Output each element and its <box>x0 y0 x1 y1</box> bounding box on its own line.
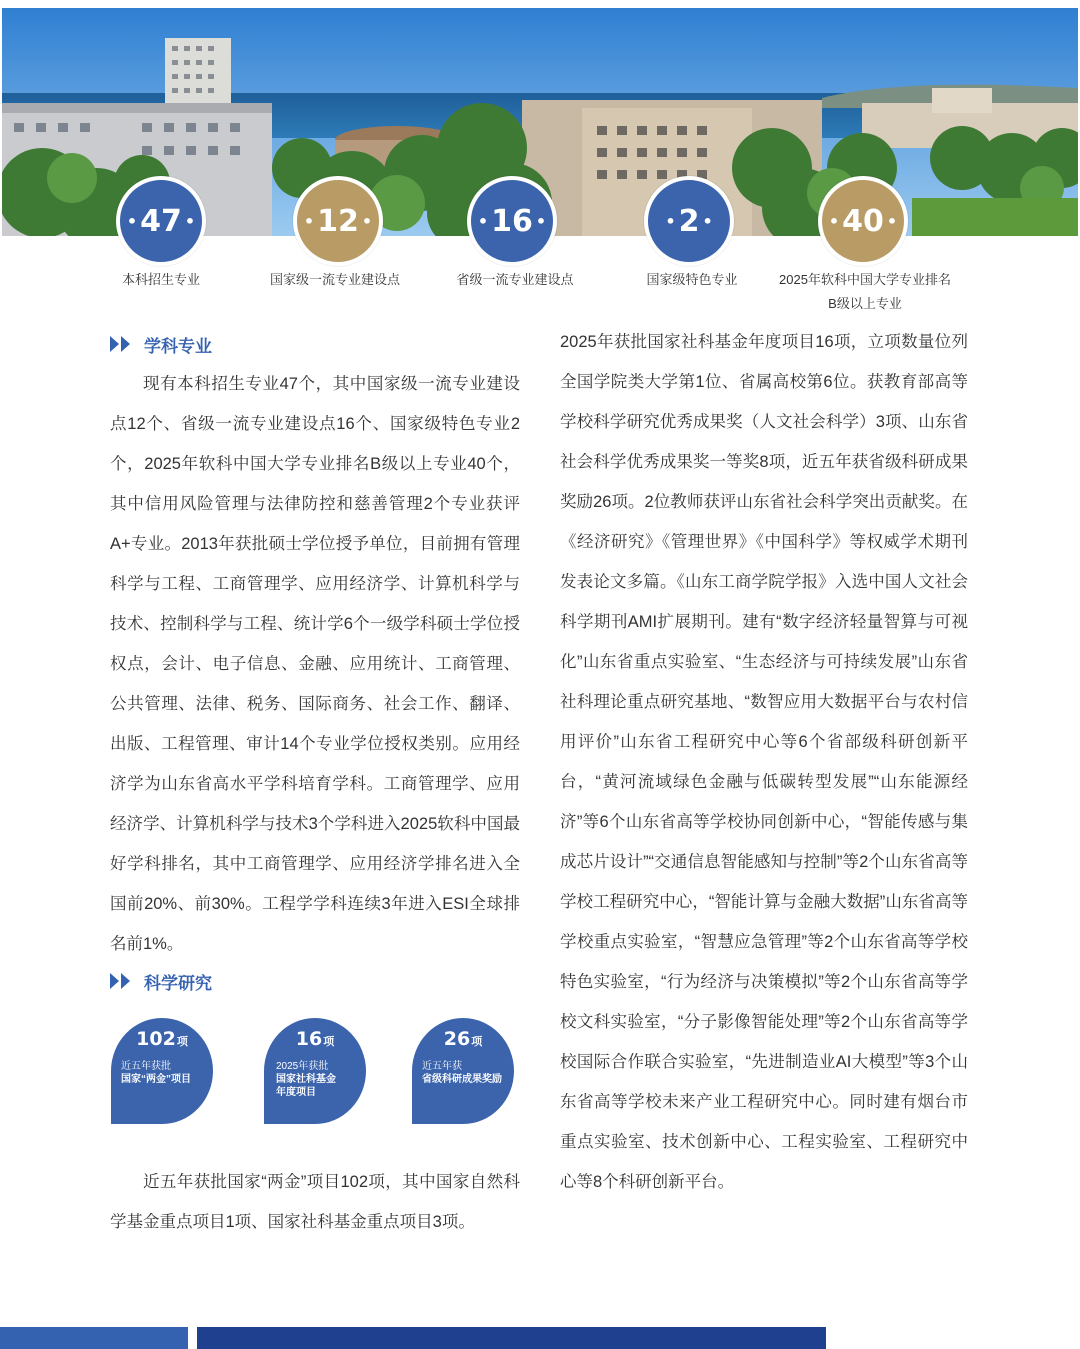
research-paragraph-right: 2025年获批国家社科基金年度项目16项，立项数量位列全国学院类大学第1位、省属高校第6位。获教育部高等学校科学研究优秀成果奖（人文社会科学）3项、山东省社会科学优秀成果奖一等奖8项，近五年获省级科研成果奖励26项。2位教师获评山东省社会科学突出贡献奖。在《经济研究》《管理世界》《中国科学》等权威学术期刊发表论文多篇。《山东工商学院学报》入选中国人文社会科学期刊AMI扩展期刊。建有“数字经济轻量智算与可视化”山东省重点实验室、“生态经济与可持续发展”山东省社科理论重点研究基地、“数智应用大数据平台与农村信用评价”山东省工程研究中心等6个省部级科研创新平台，“黄河流域绿色金融与低碳转型发展”“山东能源经济”等6个山东省高等学校协同创新中心，“智能传感与集成芯片设计”“交通信息智能感知与控制”等2个山东省高等学校工程研究中心，“智能计算与金融大数据”山东省高等学校重点实验室，“智慧应急管理”等2个山东省高等学校特色实验室，“行为经济与决策模拟”等2个山东省高等学校文科实验室，“分子影像智能处理”等2个山东省高等学校国际合作联合实验室，“先进制造业AI大模型”等3个山东省高等学校未来产业工程研究中心。同时建有烟台市重点实验室、技术创新中心、工程实验室、工程研究中心等8个科研创新平台。 <box>560 333 968 1191</box>
stat-circle: • 2 • <box>644 176 734 266</box>
stat-label: 省级一流专业建设点 <box>456 272 574 287</box>
bubble-number: 102项 <box>136 1028 188 1050</box>
discipline-paragraph: 现有本科招生专业47个，其中国家级一流专业建设点12个、省级一流专业建设点16个、国家级特色专业2个，2025年软科中国大学专业排名B级以上专业40个，其中信用风险管理与法律防控和慈善管理2个专业获评A+专业。2013年获批硕士学位授予单位，目前拥有管理科学与工程、工商管理学、应用经济学、计算机科学与技术、控制科学与工程、统计学6个一级学科硕士学位授权点，会计、电子信息、金融、应用统计、工商管理、公共管理、法律、税务、国际商务、社会工作、翻译、出版、工程管理、审计14个专业学位授权类别。应用经济学为山东省高水平学科培育学科。工商管理学、应用经济学、计算机科学与技术3个学科进入2025软科中国最好学科排名，其中工商管理学、应用经济学排名进入全国前20%、前30%。工程学学科连续3年进入ESI全球排名前1%。 <box>110 375 520 953</box>
section-heading-discipline <box>110 333 212 355</box>
stat-circle: • 16 • <box>467 176 557 266</box>
bubble-number: 16项 <box>295 1028 335 1050</box>
section-title: 学科专业 <box>144 336 212 357</box>
research-bubble-projects <box>111 1018 213 1124</box>
research-paragraph-left: 近五年获批国家“两金”项目102项，其中国家自然科学基金重点项目1项、国家社科基金重点项目3项。 <box>110 1173 520 1231</box>
section-heading-research <box>110 970 212 992</box>
stat-circle: • 12 • <box>293 176 383 266</box>
footer-bar-left <box>0 1327 188 1349</box>
research-bubble-awards <box>412 1018 514 1124</box>
bubble-caption: 2025年获批 国家社科基金年度项目 <box>276 1061 336 1098</box>
stat-label-line1: 2025年软科中国大学专业排名 <box>779 272 951 287</box>
bubble-caption: 近五年获 省级科研成果奖励 <box>422 1061 502 1085</box>
section-title: 科学研究 <box>144 973 212 994</box>
double-arrow-icon <box>110 971 134 991</box>
stat-circle: • 47 • <box>116 176 206 266</box>
bubble-number: 26项 <box>443 1028 483 1050</box>
stat-label <box>765 268 965 316</box>
stat-label-line2: B级以上专业 <box>828 296 902 311</box>
stat-label: 国家级特色专业 <box>646 272 738 287</box>
bubble-caption: 近五年获批 国家“两金”项目 <box>121 1061 191 1085</box>
double-arrow-icon <box>110 334 134 354</box>
stat-label: 国家级一流专业建设点 <box>269 272 400 287</box>
stat-circle: • 40 • <box>818 176 908 266</box>
stat-label: 本科招生专业 <box>121 272 200 287</box>
footer-bar-right <box>197 1327 826 1349</box>
research-bubble-social-fund <box>264 1018 366 1124</box>
